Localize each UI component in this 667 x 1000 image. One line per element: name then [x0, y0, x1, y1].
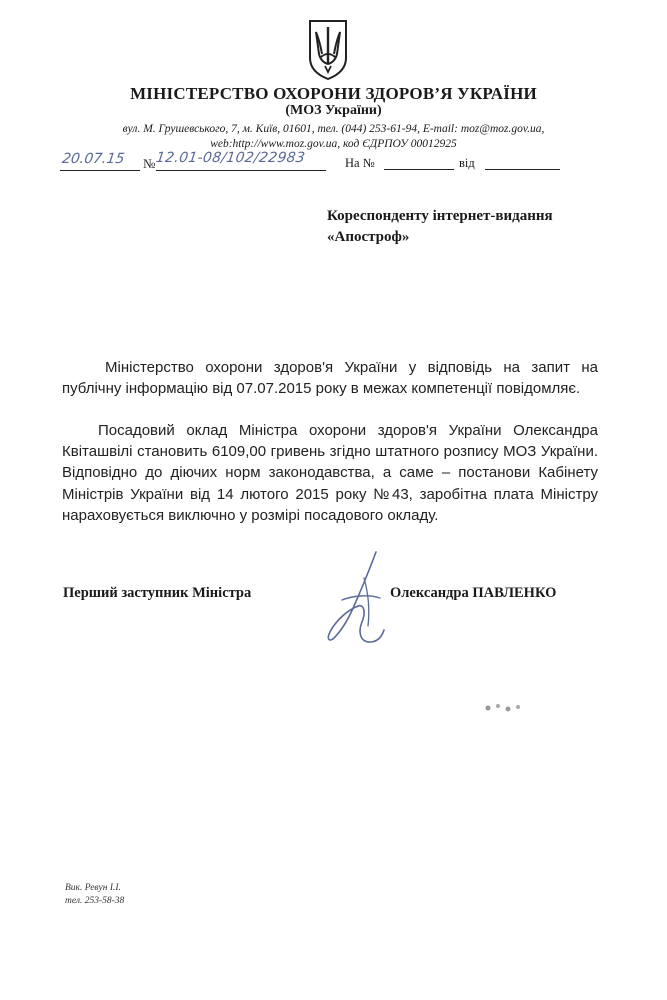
- number-sign: №: [143, 156, 156, 171]
- reference-date-underline: [485, 169, 560, 170]
- recipient-block: [327, 206, 553, 248]
- address-line-2: web:http://www.moz.gov.ua, код ЄДРПОУ 00012925: [210, 138, 457, 150]
- reference-number-label: На №: [345, 156, 375, 170]
- handwritten-signature: [318, 548, 388, 648]
- reference-date-label: від: [459, 156, 475, 170]
- number-underline: [156, 170, 326, 171]
- recipient-line-2: «Апостроф»: [327, 229, 410, 245]
- body-paragraph-1: Міністерство охорони здоров'я України у відповідь на запит на публічну інформацію від 07.07.2015 року в межах компетенції повідомляє.: [62, 359, 598, 398]
- stamp-smudge: [480, 698, 540, 718]
- organization-short-name: (МОЗ України): [285, 103, 382, 118]
- date-underline: [60, 170, 140, 171]
- body-paragraph-2: Посадовий оклад Міністра охорони здоров'я України Олександра Квіташвілі становить 6109,00 гривень згідно штатного розпису МОЗ України. Відповідно до діючих норм законодавства, а саме – постанови Кабінету Міністрів України від 14 лютого 2015 року №43, заробітна плата Міністру нараховується виключно у розмірі посадового окладу.: [62, 422, 598, 524]
- executor-phone: тел. 253-58-38: [65, 896, 125, 906]
- trident-coat-of-arms-icon: [307, 18, 349, 82]
- executor-name: Вик. Ревун І.І.: [65, 883, 121, 893]
- address-line-1: вул. М. Грушевського, 7, м. Київ, 01601, тел. (044) 253-61-94, E-mail: moz@moz.gov.ua,: [122, 123, 545, 135]
- handwritten-date: 20.07.15: [60, 151, 126, 167]
- handwritten-registration-number: 12.01-08/102/22983: [154, 150, 307, 166]
- reference-number-underline: [384, 169, 454, 170]
- signatory-role: Перший заступник Міністра: [63, 585, 252, 601]
- signatory-name: Олександра ПАВЛЕНКО: [390, 585, 557, 601]
- recipient-line-1: Кореспонденту інтернет-видання: [327, 208, 553, 224]
- organization-title: МІНІСТЕРСТВО ОХОРОНИ ЗДОРОВ’Я УКРАЇНИ: [130, 84, 537, 103]
